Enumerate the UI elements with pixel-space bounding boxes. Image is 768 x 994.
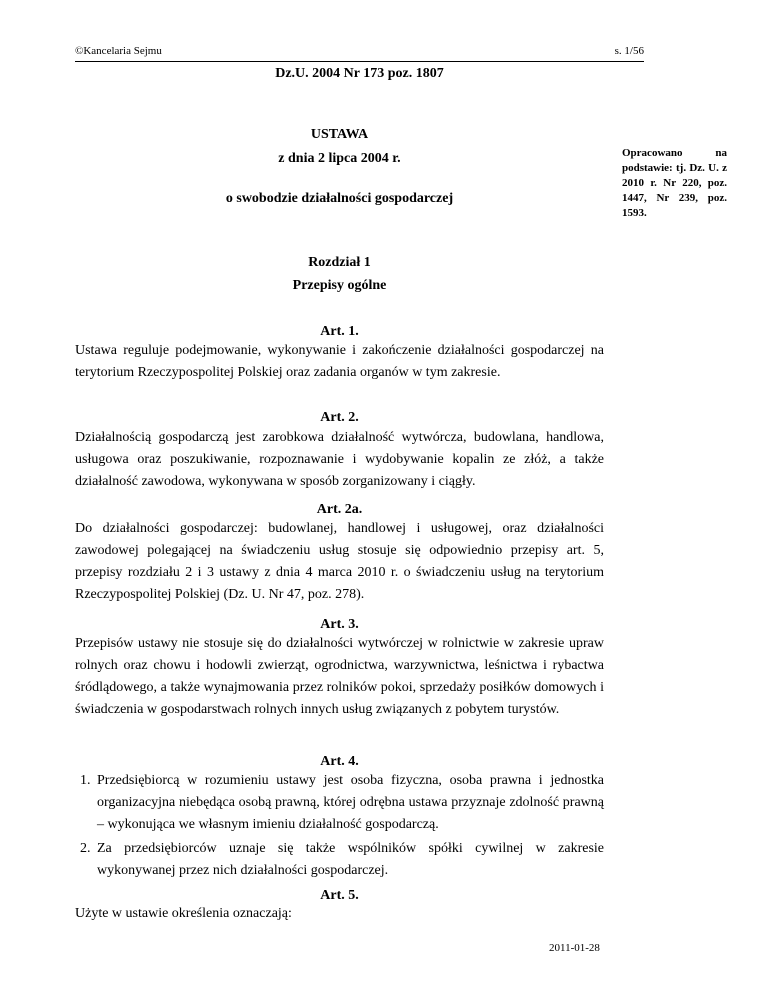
act-type: USTAWA bbox=[310, 127, 369, 142]
item-number: 2. bbox=[80, 841, 91, 856]
article-text: Ustawa reguluje podejmowanie, wykonywanie i zakończenie działalności gospodarczej na terytorium Rzeczypospolitej Polskiej oraz zadania organów w tym zakresie. bbox=[75, 343, 604, 380]
article-text: Działalnością gospodarczą jest zarobkowa działalność wytwórcza, budowlana, handlowa, usługowa oraz poszukiwanie, rozpoznawanie i wydobywanie kopalin ze złóż, a także działalność zawodowa, wykonywana w sposób zorganizowany i ciągły. bbox=[75, 430, 604, 489]
footer-date: 2011-01-28 bbox=[549, 942, 600, 954]
article-heading: Art. 5. bbox=[320, 888, 359, 903]
side-note: Opracowano na podstawie: tj. Dz. U. z 2010 r. Nr 220, poz. 1447, Nr 239, poz. 1593. bbox=[622, 147, 727, 219]
list-item bbox=[75, 838, 604, 882]
article-heading: Art. 3. bbox=[320, 617, 359, 632]
page-number: s. 1/56 bbox=[614, 45, 644, 57]
act-date: z dnia 2 lipca 2004 r. bbox=[278, 151, 401, 166]
chapter-title: Przepisy ogólne bbox=[292, 278, 387, 293]
article-items bbox=[75, 770, 604, 884]
item-text: Przedsiębiorcą w rozumieniu ustawy jest osoba fizyczna, osoba prawna i jednostka organizacyjna niebędąca osobą prawną, której odrębna ustawa przyznaje zdolność prawną – wykonująca we własnym imieniu działalność gospodarczą. bbox=[97, 773, 604, 832]
article-heading: Art. 4. bbox=[320, 754, 359, 769]
header-divider bbox=[75, 61, 644, 62]
item-text: Za przedsiębiorców uznaje się także wspólników spółki cywilnej w zakresie wykonywanej przez nich działalności gospodarczej. bbox=[97, 841, 604, 878]
publication-reference: Dz.U. 2004 Nr 173 poz. 1807 bbox=[275, 66, 444, 81]
chapter-number: Rozdział 1 bbox=[308, 255, 371, 270]
article-text: Do działalności gospodarczej: budowlanej, handlowej i usługowej, oraz działalności zawodowej polegającej na świadczeniu usług stosuje się odpowiednio przepisy art. 5, przepisy rozdziału 2 i 3 ustawy z dnia 4 marca 2010 r. o świadczeniu usług na terytorium Rzeczypospolitej Polskiej (Dz. U. Nr 47, poz. 278). bbox=[75, 521, 604, 602]
article-text: Przepisów ustawy nie stosuje się do działalności wytwórczej w rolnictwie w zakresie upraw rolnych oraz chowu i hodowli zwierząt, ogrodnictwa, warzywnictwa, leśnictwa i rybactwa śródlądowego, a także wynajmowania przez rolników pokoi, sprzedaży posiłków domowych i świadczenia w gospodarstwach rolnych innych usług związanych z pobytem turystów. bbox=[75, 636, 604, 717]
list-item bbox=[75, 770, 604, 836]
article-text: Użyte w ustawie określenia oznaczają: bbox=[75, 906, 292, 921]
article-heading: Art. 1. bbox=[320, 324, 359, 339]
header-source: ©Kancelaria Sejmu bbox=[75, 45, 162, 57]
article-heading: Art. 2a. bbox=[316, 502, 363, 517]
item-number: 1. bbox=[80, 773, 91, 788]
article-heading: Art. 2. bbox=[320, 410, 359, 425]
act-subject: o swobodzie działalności gospodarczej bbox=[225, 191, 454, 206]
